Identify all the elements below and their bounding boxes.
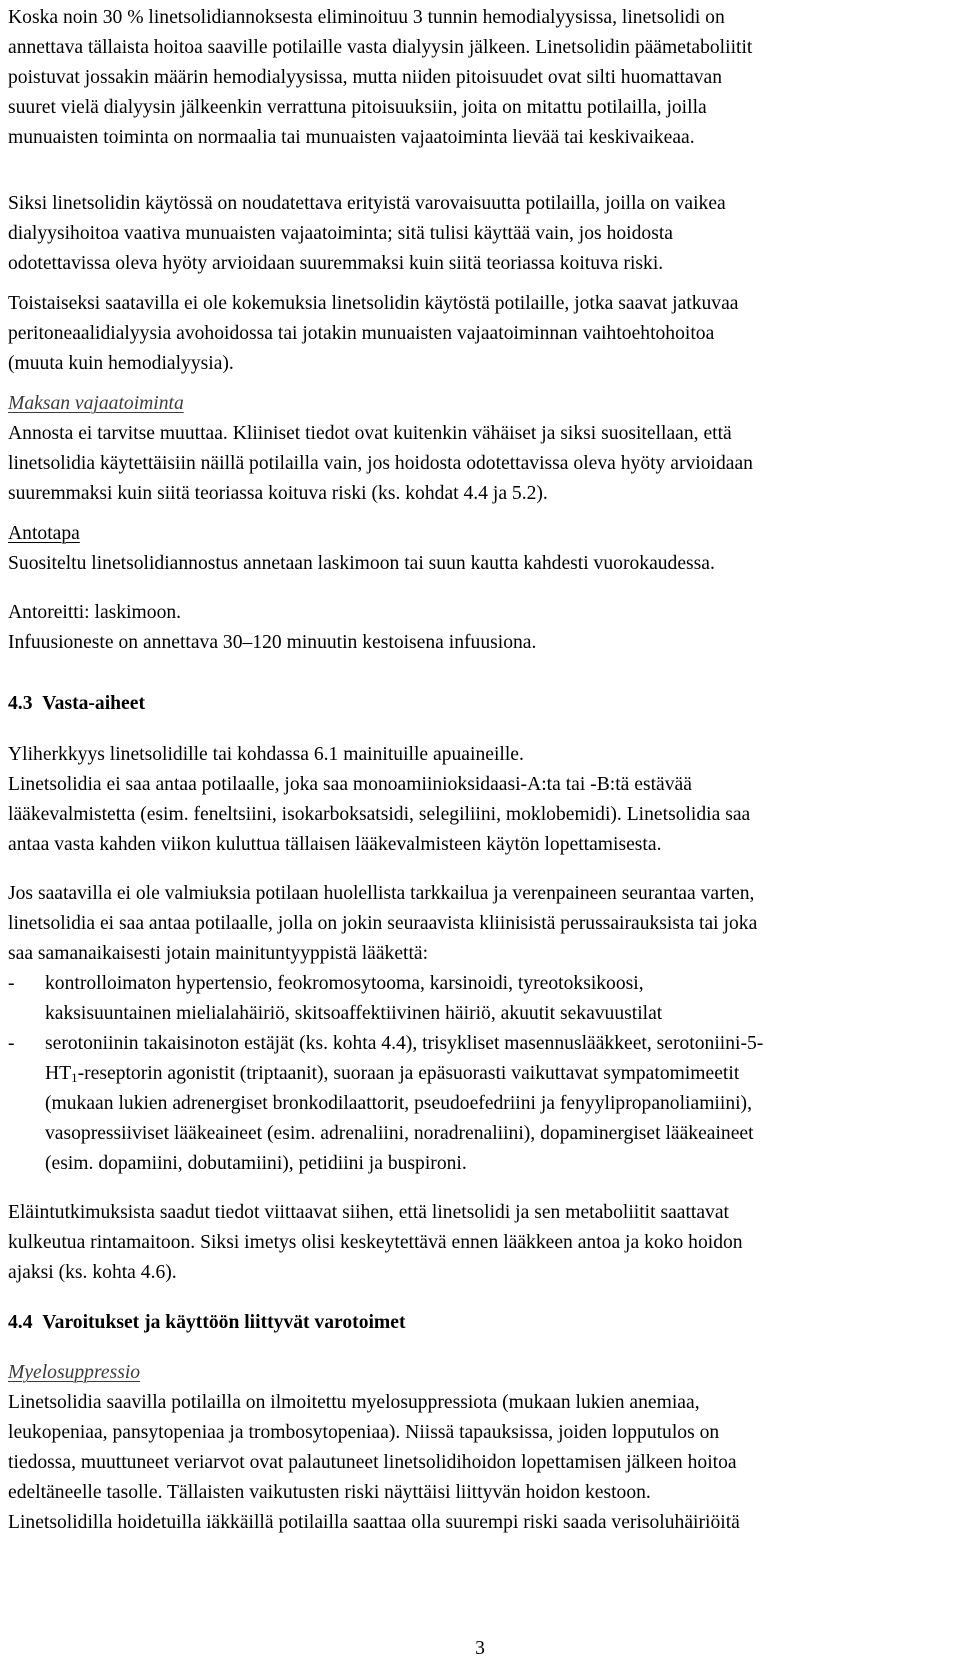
antotapa-line-1: Suositeltu linetsolidiannostus annetaan laskimoon tai suun kautta kahdesti vuorokaudessa. bbox=[8, 553, 715, 574]
maksan-line-2: linetsolidia käytettäisiin näillä potilailla vain, jos hoidosta odotettavissa oleva hyöty arvioidaan bbox=[8, 453, 753, 474]
bullet-1-line-1: kontrolloimaton hypertensio, feokromosytooma, karsinoidi, tyreotoksikoosi, bbox=[45, 973, 644, 994]
bullet-2-line-3: (mukaan lukien adrenergiset bronkodilaattorit, pseudoefedriini ja fenyylipropanoliamiini), bbox=[45, 1093, 752, 1114]
s43-line-2: Linetsolidia ei saa antaa potilaalle, joka saa monoamiinioksidaasi-A:ta tai -B:tä estävää bbox=[8, 774, 692, 795]
s43-para2-line-1: Jos saatavilla ei ole valmiuksia potilaan huolellista tarkkailua ja verenpaineen seurantaa varten, bbox=[8, 883, 755, 904]
myelosuppressio-link[interactable]: Myelosuppressio bbox=[8, 1362, 141, 1383]
section-4-4-number: 4.4 bbox=[8, 1312, 33, 1333]
antotapa-heading: Antotapa bbox=[8, 523, 80, 544]
bullet-2-line-4: vasopressiiviset lääkeaineet (esim. adrenaliini, noradrenaliini), dopaminergiset lääkeaineet bbox=[45, 1123, 754, 1144]
paragraph-3-line-2: peritoneaalidialyysia avohoidossa tai jotakin munuaisten vajaatoiminnan vaihtoehtohoitoa bbox=[8, 323, 715, 344]
paragraph-1-line-2: annettava tällaista hoitoa saaville potilaille vasta dialyysin jälkeen. Linetsolidin päämetaboliitit bbox=[8, 37, 753, 58]
s44-line-3: tiedossa, muuttuneet veriarvot ovat palautuneet linetsolidihoidon lopettamisen jälkeen hoitoa bbox=[8, 1452, 737, 1473]
s43-line-3: lääkevalmistetta (esim. feneltsiini, isokarboksatsidi, selegiliini, moklobemidi). Linetsolidia saa bbox=[8, 804, 751, 825]
heading-maksan-vajaatoiminta bbox=[8, 388, 184, 419]
section-4-4-title: Varoitukset ja käyttöön liittyvät varotoimet bbox=[42, 1312, 406, 1333]
maksan-line-1: Annosta ei tarvitse muuttaa. Kliiniset tiedot ovat kuitenkin vähäiset ja siksi suositellaan, että bbox=[8, 423, 732, 444]
maksan-line-3: suuremmaksi kuin siitä teoriassa koituva riski (ks. kohdat 4.4 ja 5.2). bbox=[8, 483, 548, 504]
paragraph-3-line-1: Toistaiseksi saatavilla ei ole kokemuksia linetsolidin käytöstä potilaille, jotka saavat jatkuvaa bbox=[8, 293, 739, 314]
antotapa-line-3: Infuusioneste on annettava 30–120 minuutin kestoisena infuusiona. bbox=[8, 632, 537, 653]
s44-line-5: Linetsolidilla hoidetuilla iäkkäillä potilailla saattaa olla suurempi riski saada verisoluhäiriöitä bbox=[8, 1512, 740, 1533]
s44-line-4: edeltäneelle tasolle. Tällaisten vaikutusten riski näyttäisi liittyvän hoidon kestoon. bbox=[8, 1482, 651, 1503]
s43-para2-line-2: linetsolidia ei saa antaa potilaalle, jolla on jokin seuraavista kliinisistä perussairauksista tai joka bbox=[8, 913, 758, 934]
bullet-2-line-1: serotoniinin takaisinoton estäjät (ks. kohta 4.4), trisykliset masennuslääkkeet, serotoniini-5- bbox=[45, 1033, 764, 1054]
section-4-3-heading bbox=[8, 688, 145, 719]
heading-myelosuppressio bbox=[8, 1357, 140, 1388]
bullet-2-line-5: (esim. dopamiini, dobutamiini), petidiini ja buspironi. bbox=[45, 1153, 467, 1174]
page-number: 3 bbox=[475, 1638, 485, 1659]
paragraph-3-line-3: (muuta kuin hemodialyysia). bbox=[8, 353, 234, 374]
ht-subscript: 1 bbox=[71, 1070, 78, 1085]
s44-line-1: Linetsolidia saavilla potilailla on ilmoitettu myelosuppressiota (mukaan lukien anemiaa, bbox=[8, 1392, 700, 1413]
section-4-3-number: 4.3 bbox=[8, 693, 33, 714]
section-4-4-heading bbox=[8, 1307, 405, 1338]
bullet-dash-2: - bbox=[8, 1033, 15, 1054]
maksan-vajaatoiminta-link[interactable]: Maksan vajaatoiminta bbox=[8, 393, 184, 414]
s43-para2-line-3: saa samanaikaisesti jotain mainituntyyppistä lääkettä: bbox=[8, 943, 429, 964]
paragraph-1-line-5: munuaisten toiminta on normaalia tai munuaisten vajaatoiminta lievää tai keskivaikeaa. bbox=[8, 127, 695, 148]
s43-line-1: Yliherkkyys linetsolidille tai kohdassa 6.1 mainituille apuaineille. bbox=[8, 744, 524, 765]
paragraph-2-line-1: Siksi linetsolidin käytössä on noudatettava erityistä varovaisuutta potilailla, joilla on vaikea bbox=[8, 193, 726, 214]
s43-para3-line-3: ajaksi (ks. kohta 4.6). bbox=[8, 1262, 177, 1283]
heading-antotapa bbox=[8, 518, 80, 549]
section-4-3-title: Vasta-aiheet bbox=[42, 693, 145, 714]
paragraph-2-line-3: odotettavissa oleva hyöty arvioidaan suuremmaksi kuin siitä teoriassa koituva riski. bbox=[8, 253, 664, 274]
s43-line-4: antaa vasta kahden viikon kuluttua tällaisen lääkevalmisteen käytön lopettamisesta. bbox=[8, 834, 662, 855]
bullet-2-line-2-rest: -reseptorin agonistit (triptaanit), suoraan ja epäsuorasti vaikuttavat sympatomimeetit bbox=[77, 1063, 740, 1084]
antotapa-line-2: Antoreitti: laskimoon. bbox=[8, 602, 182, 623]
paragraph-1-line-1: Koska noin 30 % linetsolidiannoksesta eliminoituu 3 tunnin hemodialyysissa, linetsolidi on bbox=[8, 7, 725, 28]
bullet-dash-1: - bbox=[8, 973, 15, 994]
s43-para3-line-1: Eläintutkimuksista saadut tiedot viittaavat siihen, että linetsolidi ja sen metaboliitit saattavat bbox=[8, 1202, 729, 1223]
paragraph-1-line-3: poistuvat jossakin määrin hemodialyysissa, mutta niiden pitoisuudet ovat silti huomattavan bbox=[8, 67, 722, 88]
s43-para3-line-2: kulkeutua rintamaitoon. Siksi imetys olisi keskeytettävä ennen lääkkeen antoa ja koko hoidon bbox=[8, 1232, 743, 1253]
bullet-2-line-2 bbox=[45, 1058, 739, 1089]
s44-line-2: leukopeniaa, pansytopeniaa ja trombosytopeniaa). Niissä tapauksissa, joiden lopputulos on bbox=[8, 1422, 720, 1443]
paragraph-2-line-2: dialyysihoitoa vaativa munuaisten vajaatoiminta; sitä tulisi käyttää vain, jos hoidosta bbox=[8, 223, 673, 244]
paragraph-1-line-4: suuret vielä dialyysin jälkeenkin verrattuna pitoisuuksiin, joita on mitattu potilailla, joilla bbox=[8, 97, 707, 118]
ht-text: HT bbox=[45, 1063, 72, 1084]
bullet-1-line-2: kaksisuuntainen mielialahäiriö, skitsoaffektiivinen häiriö, akuutit sekavuustilat bbox=[45, 1003, 663, 1024]
